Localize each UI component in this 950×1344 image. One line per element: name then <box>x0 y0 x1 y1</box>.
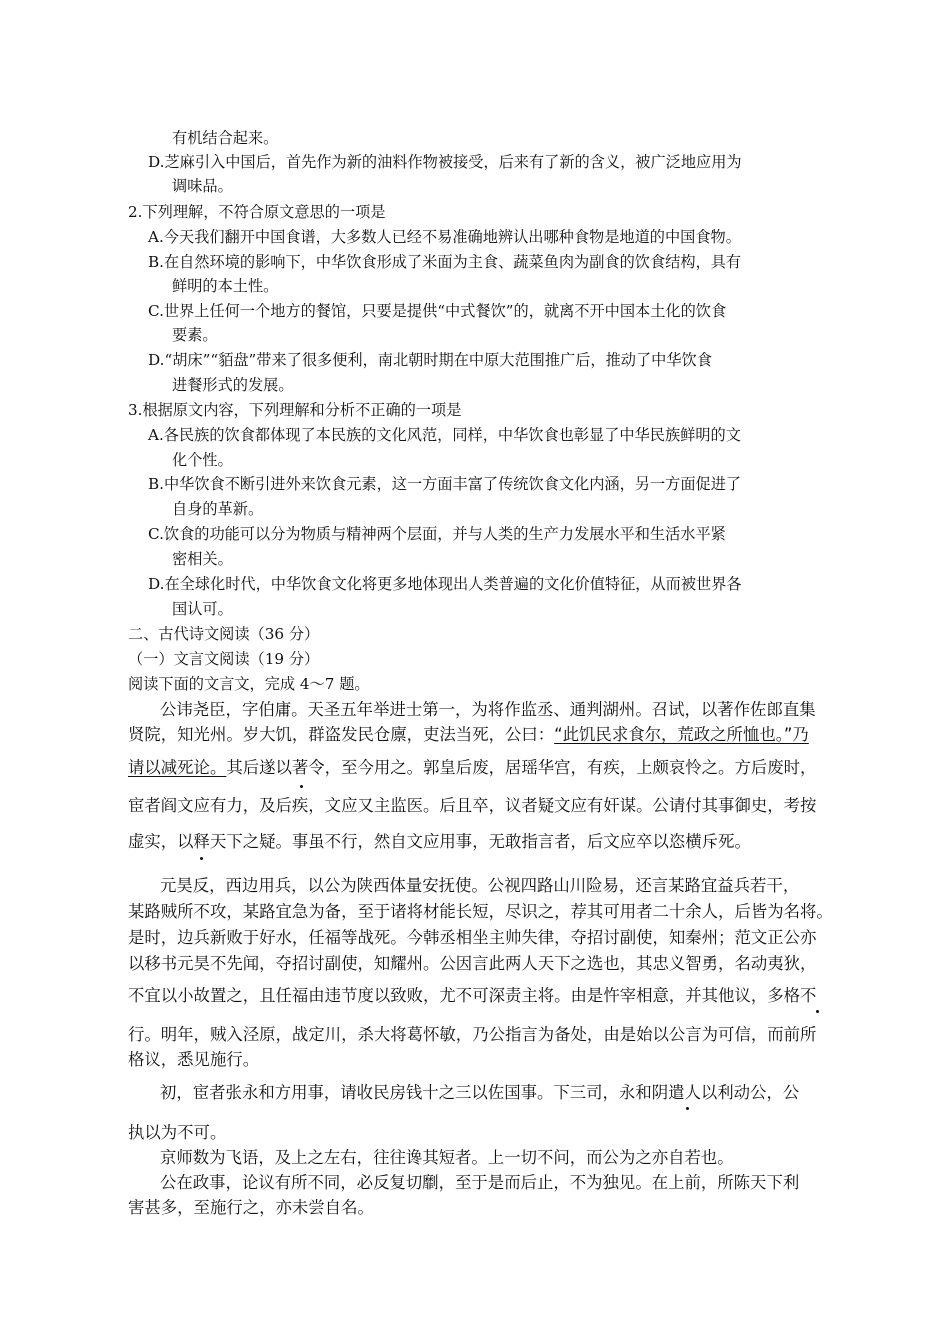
passage-line-7: 某路贼所不攻，某路宜急为备，至于诸将材能长短，尽识之，荐其可用者二十余人，后皆为名将。 <box>128 902 833 921</box>
emphasis-dot-shi <box>200 857 203 860</box>
q2-option-c: C.世界上任何一个地方的餐馆，只要是提供“中式餐饮”的，就离不开中国本土化的饮食 <box>148 302 727 320</box>
passage-line-1: 公讳尧臣，字伯庸。天圣五年举进士第一，为将作监丞、通判湖州。召试，以著作佐郎直集 <box>160 700 816 719</box>
section-instruction: 阅读下面的文言文，完成 4～7 题。 <box>128 675 370 693</box>
passage-line-5: 虚实，以释天下之疑。事虽不行，然自文应用事，无敢指言者，后文应卒以恣横斥死。 <box>128 832 751 851</box>
passage-line-2-text: 贤院，知光州。岁大饥，群盗发民仓廪，吏法当死，公曰： <box>128 725 555 744</box>
emphasis-dot-ge <box>816 1010 819 1013</box>
q1-option-c-cont: 有机结合起来。 <box>172 129 279 147</box>
passage-line-16: 公在政事，论议有所不同，必反复切劘，至于是而后止，不为独见。在上前，所陈天下利 <box>160 1173 800 1192</box>
passage-line-11: 行。明年，贼入泾原，战定川，杀大将葛怀敏，乃公指言为备处，由是始以公言为可信，而前所 <box>128 1025 817 1044</box>
q1-option-d: D.芝麻引入中国后，首先作为新的油料作物被接受，后来有了新的含义，被广泛地应用为 <box>148 153 742 171</box>
passage-line-8: 是时，边兵新败于好水，任福等战死。今韩丞相坐主帅失律，夺招讨副使，知秦州；范文正公亦 <box>128 928 817 947</box>
q2-option-d: D.“胡床”“貊盘”带来了很多便利，南北朝时期在中原大范围推广后，推动了中华饮食 <box>148 351 712 369</box>
emphasis-dot-yin <box>686 1107 689 1110</box>
emphasis-dot-zhu <box>300 785 303 788</box>
q3-option-b: B.中华饮食不断引进外来饮食元素，这一方面丰富了传统饮食文化内涵，另一方面促进了 <box>148 475 742 493</box>
q3-option-d: D.在全球化时代，中华饮食文化将更多地体现出人类普遍的文化价值特征，从而被世界各 <box>148 575 742 593</box>
q3-option-a-cont: 化个性。 <box>172 451 233 469</box>
passage-line-12: 格议，悉见施行。 <box>128 1050 260 1069</box>
q3-option-d-cont: 国认可。 <box>172 600 233 618</box>
passage-line-9: 以移书元昊不先闻，夺招讨副使，知耀州。公因言此两人天下之选也，其忠义智勇，名动夷狄， <box>128 954 817 973</box>
section-heading: 二、古代诗文阅读（36 分） <box>128 625 320 643</box>
q3-option-c-cont: 密相关。 <box>172 550 233 568</box>
passage-line-2 <box>128 724 809 746</box>
q3-option-c: C.饮食的功能可以分为物质与精神两个层面，并与人类的生产力发展水平和生活水平紧 <box>148 525 726 543</box>
q2-option-b-cont: 鲜明的本土性。 <box>172 277 279 295</box>
passage-line-10: 不宜以小故置之，且任福由违节度以致败，尤不可深责主将。由是忤宰相意，并其他议，多格不 <box>128 986 817 1005</box>
passage-line-3 <box>128 757 816 779</box>
passage-line-17: 害甚多，至施行之，亦未尝自名。 <box>128 1198 374 1217</box>
section-subheading: （一）文言文阅读（19 分） <box>128 650 320 668</box>
underlined-quote-cont: 请以减死论。 <box>128 758 227 777</box>
q3-option-a: A.各民族的饮食都体现了本民族的文化风范，同样，中华饮食也彰显了中华民族鲜明的文 <box>148 426 741 444</box>
q2-option-c-cont: 要素。 <box>172 326 218 344</box>
q2-stem: 2.下列理解，不符合原文意思的一项是 <box>128 203 386 221</box>
passage-line-15: 京师数为飞语，及上之左右，往往谗其短者。上一切不问，而公为之亦自若也。 <box>160 1148 734 1167</box>
q2-option-d-cont: 进餐形式的发展。 <box>172 376 294 394</box>
q2-option-a: A.今天我们翻开中国食谱，大多数人已经不易准确地辨认出哪种食物是地道的中国食物。 <box>148 228 741 246</box>
passage-line-13: 初，宦者张永和方用事，请收民房钱十之三以佐国事。下三司，永和阴遣人以利动公，公 <box>160 1083 800 1102</box>
underlined-quote: “此饥民求食尔，荒政之所恤也。”乃 <box>554 725 809 744</box>
q3-option-b-cont: 自身的革新。 <box>172 500 264 518</box>
passage-line-4: 宦者阎文应有力，及后疾，文应又主监医。后且卒，议者疑文应有奸谋。公请付其事御史，考按 <box>128 796 817 815</box>
passage-line-3-text: 其后遂以著令，至今用之。郭皇后废，居瑶华宫，有疾，上颇哀怜之。方后废时， <box>226 758 817 777</box>
passage-line-6: 元昊反，西边用兵，以公为陕西体量安抚使。公视四路山川险易，还言某路宜益兵若干， <box>160 876 800 895</box>
q3-stem: 3.根据原文内容，下列理解和分析不正确的一项是 <box>128 401 462 419</box>
passage-line-14: 执以为不可。 <box>128 1123 227 1142</box>
q2-option-b: B.在自然环境的影响下，中华饮食形成了米面为主食、蔬菜鱼肉为副食的饮食结构，具有 <box>148 253 742 271</box>
q1-option-d-cont: 调味品。 <box>172 177 233 195</box>
